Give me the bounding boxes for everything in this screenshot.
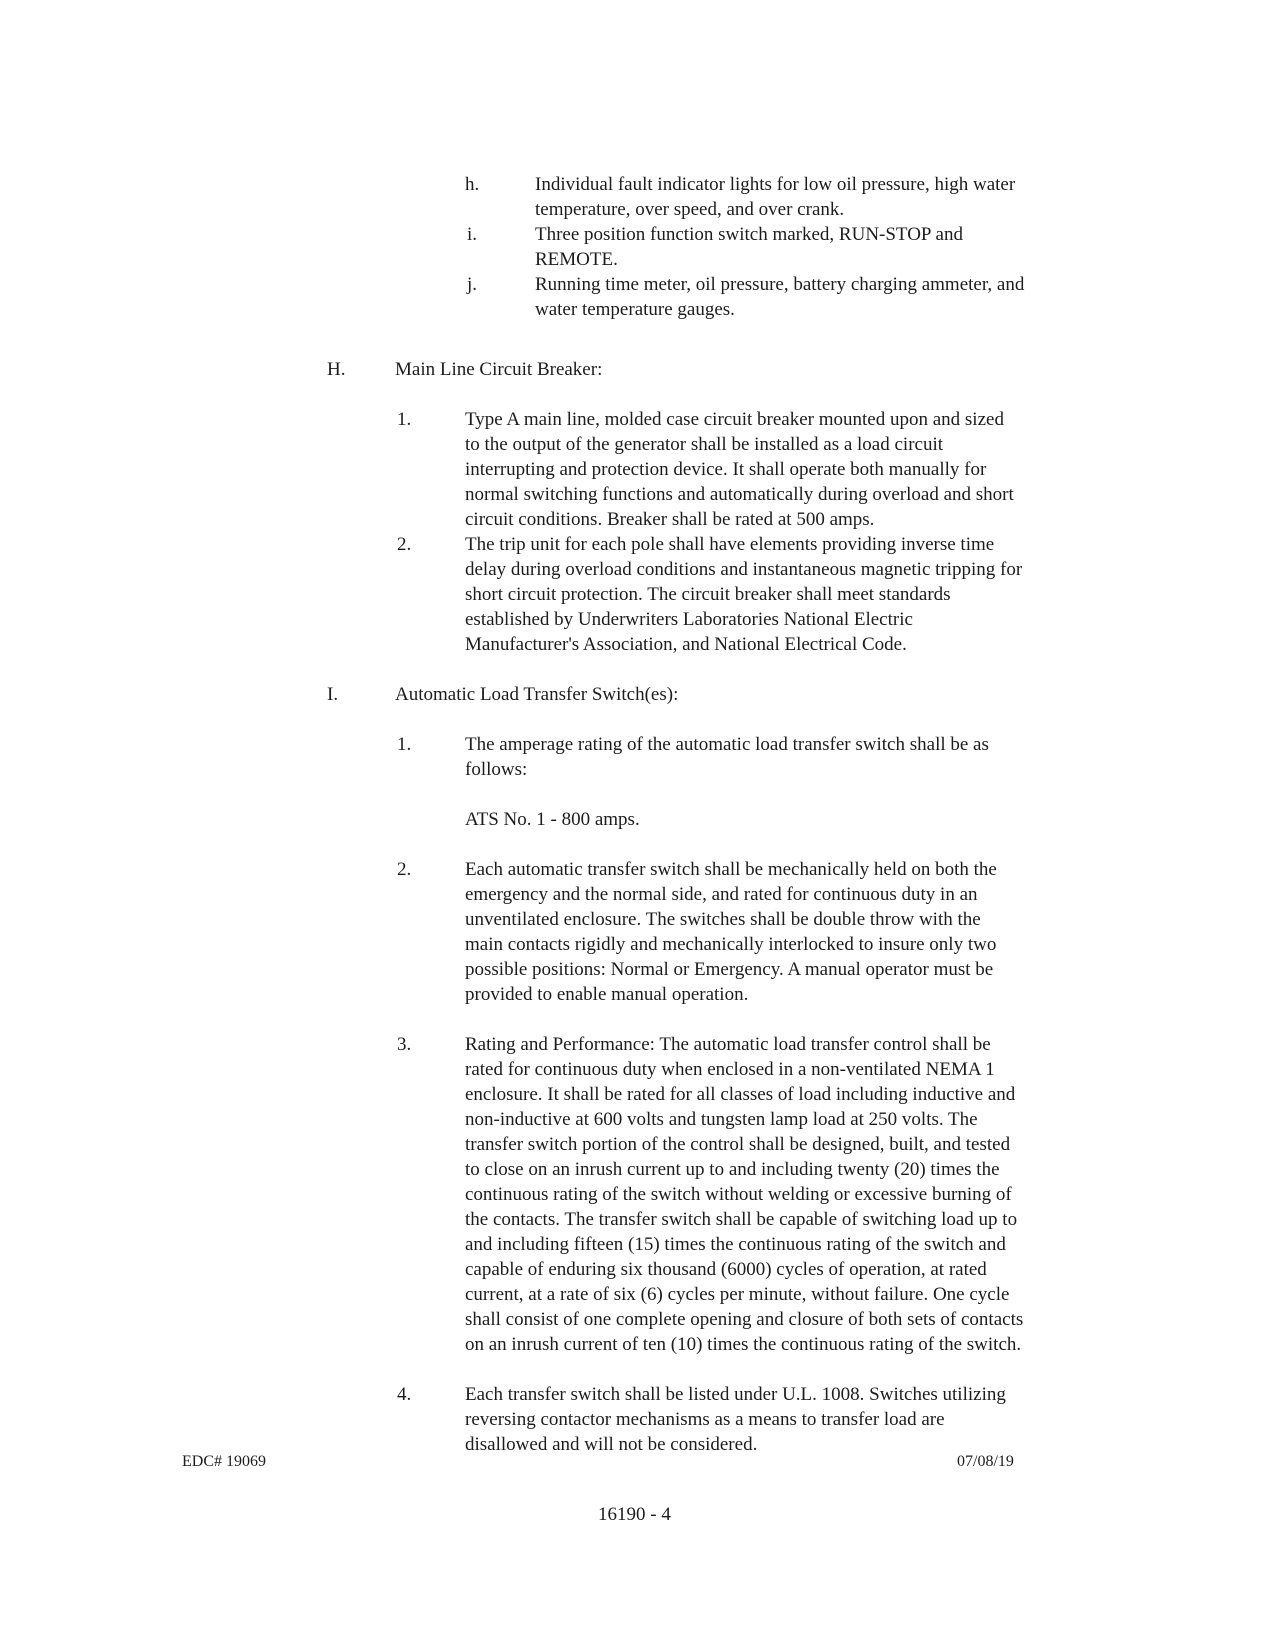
sub-item-text: Individual fault indicator lights for low oil pressure, high water temperature, over speed, and over crank. [535,174,1016,220]
item-text: Each transfer switch shall be listed under U.L. 1008. Switches utilizing reversing contactor mechanisms as a means to transfer load are disallowed and will not be considered. [465,1384,1006,1455]
item-label: 3. [397,1034,412,1055]
doc-id: EDC# 19069 [182,1453,266,1470]
sub-item-label: j. [467,274,478,295]
sub-item-label: i. [467,224,478,245]
sub-item-text: Three position function switch marked, RUN-STOP and REMOTE. [535,224,963,270]
sub-item-text: Running time meter, oil pressure, battery charging ammeter, and water temperature gauges. [535,274,1025,320]
page-number: 16190 - 4 [598,1504,671,1525]
section-title: Automatic Load Transfer Switch(es): [395,684,679,705]
item-text: Rating and Performance: The automatic load transfer control shall be rated for continuous duty when enclosed in a non-ventilated NEMA 1 enclosure. It shall be rated for all classes of load including inductive and non-inductive at 600 volts and tungsten lamp load at 250 volts. The transfer switch portion of the control shall be designed, built, and tested to close on an inrush current up to and including twenty (20) times the continuous rating of the switch without welding or excessive burning of the contacts. The transfer switch shall be capable of switching load up to and including fifteen (15) times the continuous rating of the switch and capable of enduring six thousand (6000) cycles of operation, at rated current, at a rate of six (6) cycles per minute, without failure. One cycle shall consist of one complete opening and closure of both sets of contacts on an inrush current of ten (10) times the continuous rating of the switch. [465,1034,1024,1355]
section-label: H. [327,359,346,380]
sub-item-label: h. [465,174,480,195]
doc-date: 07/08/19 [957,1453,1014,1470]
item-label: 1. [397,734,412,755]
section-title: Main Line Circuit Breaker: [395,359,603,380]
ats-rating-note: ATS No. 1 - 800 amps. [465,809,640,830]
item-text: Each automatic transfer switch shall be mechanically held on both the emergency and the normal side, and rated for continuous duty in an unventilated enclosure. The switches shall be double throw with the main contacts rigidly and mechanically interlocked to insure only two possible positions: Normal or Emergency. A manual operator must be provided to enable manual operation. [465,859,997,1005]
item-text: The trip unit for each pole shall have elements providing inverse time delay during overload conditions and instantaneous magnetic tripping for short circuit protection. The circuit breaker shall meet standards established by Underwriters Laboratories National Electric Manufacturer's Association, and National Electrical Code. [465,534,1023,655]
item-text: The amperage rating of the automatic load transfer switch shall be as follows: [465,734,989,780]
item-label: 2. [397,859,412,880]
section-label: I. [327,684,339,705]
item-text: Type A main line, molded case circuit breaker mounted upon and sized to the output of the generator shall be installed as a load circuit interrupting and protection device. It shall operate both manually for normal switching functions and automatically during overload and short circuit conditions. Breaker shall be rated at 500 amps. [465,409,1014,530]
item-label: 1. [397,409,412,430]
item-label: 4. [397,1384,412,1405]
item-label: 2. [397,534,412,555]
